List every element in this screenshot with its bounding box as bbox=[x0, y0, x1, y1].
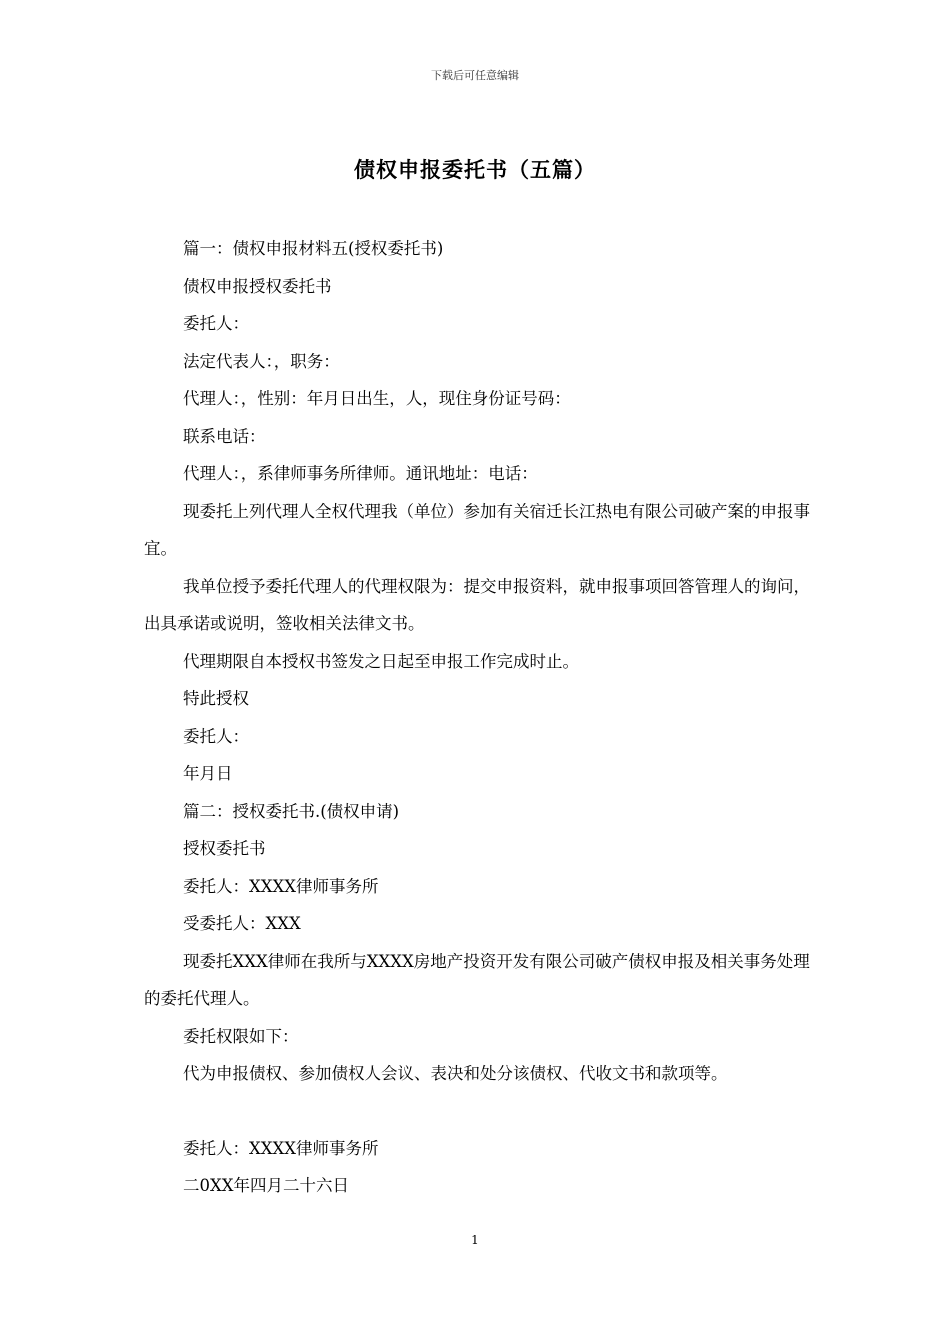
document-title: 债权申报委托书（五篇） bbox=[354, 157, 596, 182]
paragraph: 授权委托书 bbox=[183, 839, 266, 858]
paragraph: 委托人：XXXX律师事务所 bbox=[183, 876, 379, 896]
paragraph: 代理人：，性别：年月日出生，人，现住身份证号码： bbox=[183, 389, 571, 408]
document-body bbox=[144, 230, 814, 1205]
paragraph: 受委托人：XXX bbox=[183, 914, 301, 933]
paragraph: 篇一：债权申报材料五(授权委托书) bbox=[183, 239, 444, 258]
paragraph: 委托人： bbox=[183, 726, 249, 746]
header-note: 下载后可任意编辑 bbox=[431, 69, 519, 82]
paragraph: 委托人： bbox=[183, 314, 249, 333]
paragraph: 二0XX年四月二十六日 bbox=[183, 1176, 349, 1195]
paragraph: 债权申报授权委托书 bbox=[183, 276, 332, 296]
page-number: 1 bbox=[471, 1233, 479, 1247]
paragraph: 代为申报债权、参加债权人会议、表决和处分该债权、代收文书和款项等。 bbox=[183, 1064, 728, 1083]
paragraph: 我单位授予委托代理人的代理权限为：提交申报资料，就申报事项回答管理人的询问，出具承诺或说明，签收相关法律文书。 bbox=[144, 576, 810, 633]
paragraph: 年月日 bbox=[183, 764, 233, 783]
paragraph: 代理期限自本授权书签发之日起至申报工作完成时止。 bbox=[183, 651, 579, 671]
paragraph: 联系电话： bbox=[183, 426, 266, 446]
paragraph: 法定代表人：，职务： bbox=[183, 351, 340, 371]
paragraph: 篇二：授权委托书.(债权申请) bbox=[183, 801, 400, 821]
paragraph: 现委托上列代理人全权代理我（单位）参加有关宿迁长江热电有限公司破产案的申报事宜。 bbox=[144, 501, 810, 558]
paragraph: 委托人：XXXX律师事务所 bbox=[183, 1138, 379, 1158]
paragraph: 代理人：，系律师事务所律师。通讯地址：电话： bbox=[183, 464, 538, 483]
paragraph: 委托权限如下： bbox=[183, 1026, 299, 1046]
paragraph: 现委托XXX律师在我所与XXXX房地产投资开发有限公司破产债权申报及相关事务处理的委托代理人。 bbox=[144, 951, 810, 1008]
paragraph: 特此授权 bbox=[183, 689, 249, 708]
